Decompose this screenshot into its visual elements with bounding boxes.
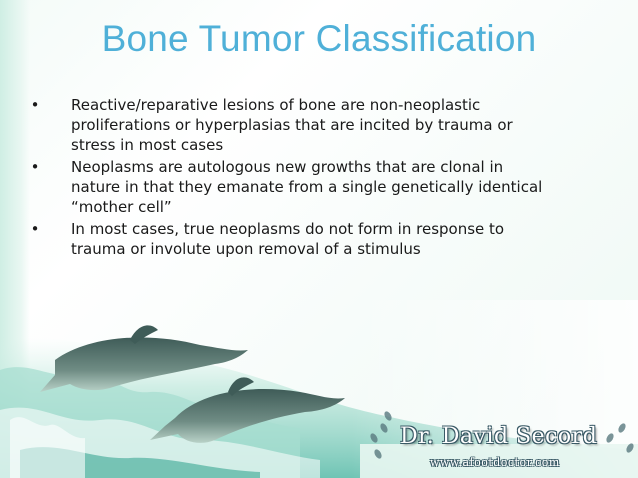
- bullet-line: trauma or involute upon removal of a stimulus: [71, 240, 421, 258]
- bullet-line: proliferations or hyperplasias that are incited by trauma or: [71, 116, 513, 134]
- bullet-line: In most cases, true neoplasms do not form in response to: [71, 220, 505, 238]
- bullet-item-2: [28, 157, 588, 217]
- bullet-marker: •: [30, 220, 40, 238]
- bullet-marker: •: [30, 96, 40, 114]
- bullet-list: [28, 95, 588, 261]
- doctor-logo: [360, 408, 638, 478]
- bullet-line: “mother cell”: [71, 198, 172, 216]
- bullet-item-1: [28, 95, 588, 155]
- bullet-marker: •: [30, 158, 40, 176]
- logo-url: www.afootdoctor.com: [430, 456, 560, 469]
- bullet-line: nature in that they emanate from a single genetically identical: [71, 178, 543, 196]
- bullet-item-3: [28, 219, 588, 259]
- bullet-line: Neoplasms are autologous new growths that are clonal in: [71, 158, 504, 176]
- bullet-line: Reactive/reparative lesions of bone are non-neoplastic: [71, 96, 481, 114]
- logo-name: Dr. David Secord: [400, 424, 598, 449]
- slide-title: Bone Tumor Classification: [101, 18, 537, 59]
- bullet-line: stress in most cases: [71, 136, 224, 154]
